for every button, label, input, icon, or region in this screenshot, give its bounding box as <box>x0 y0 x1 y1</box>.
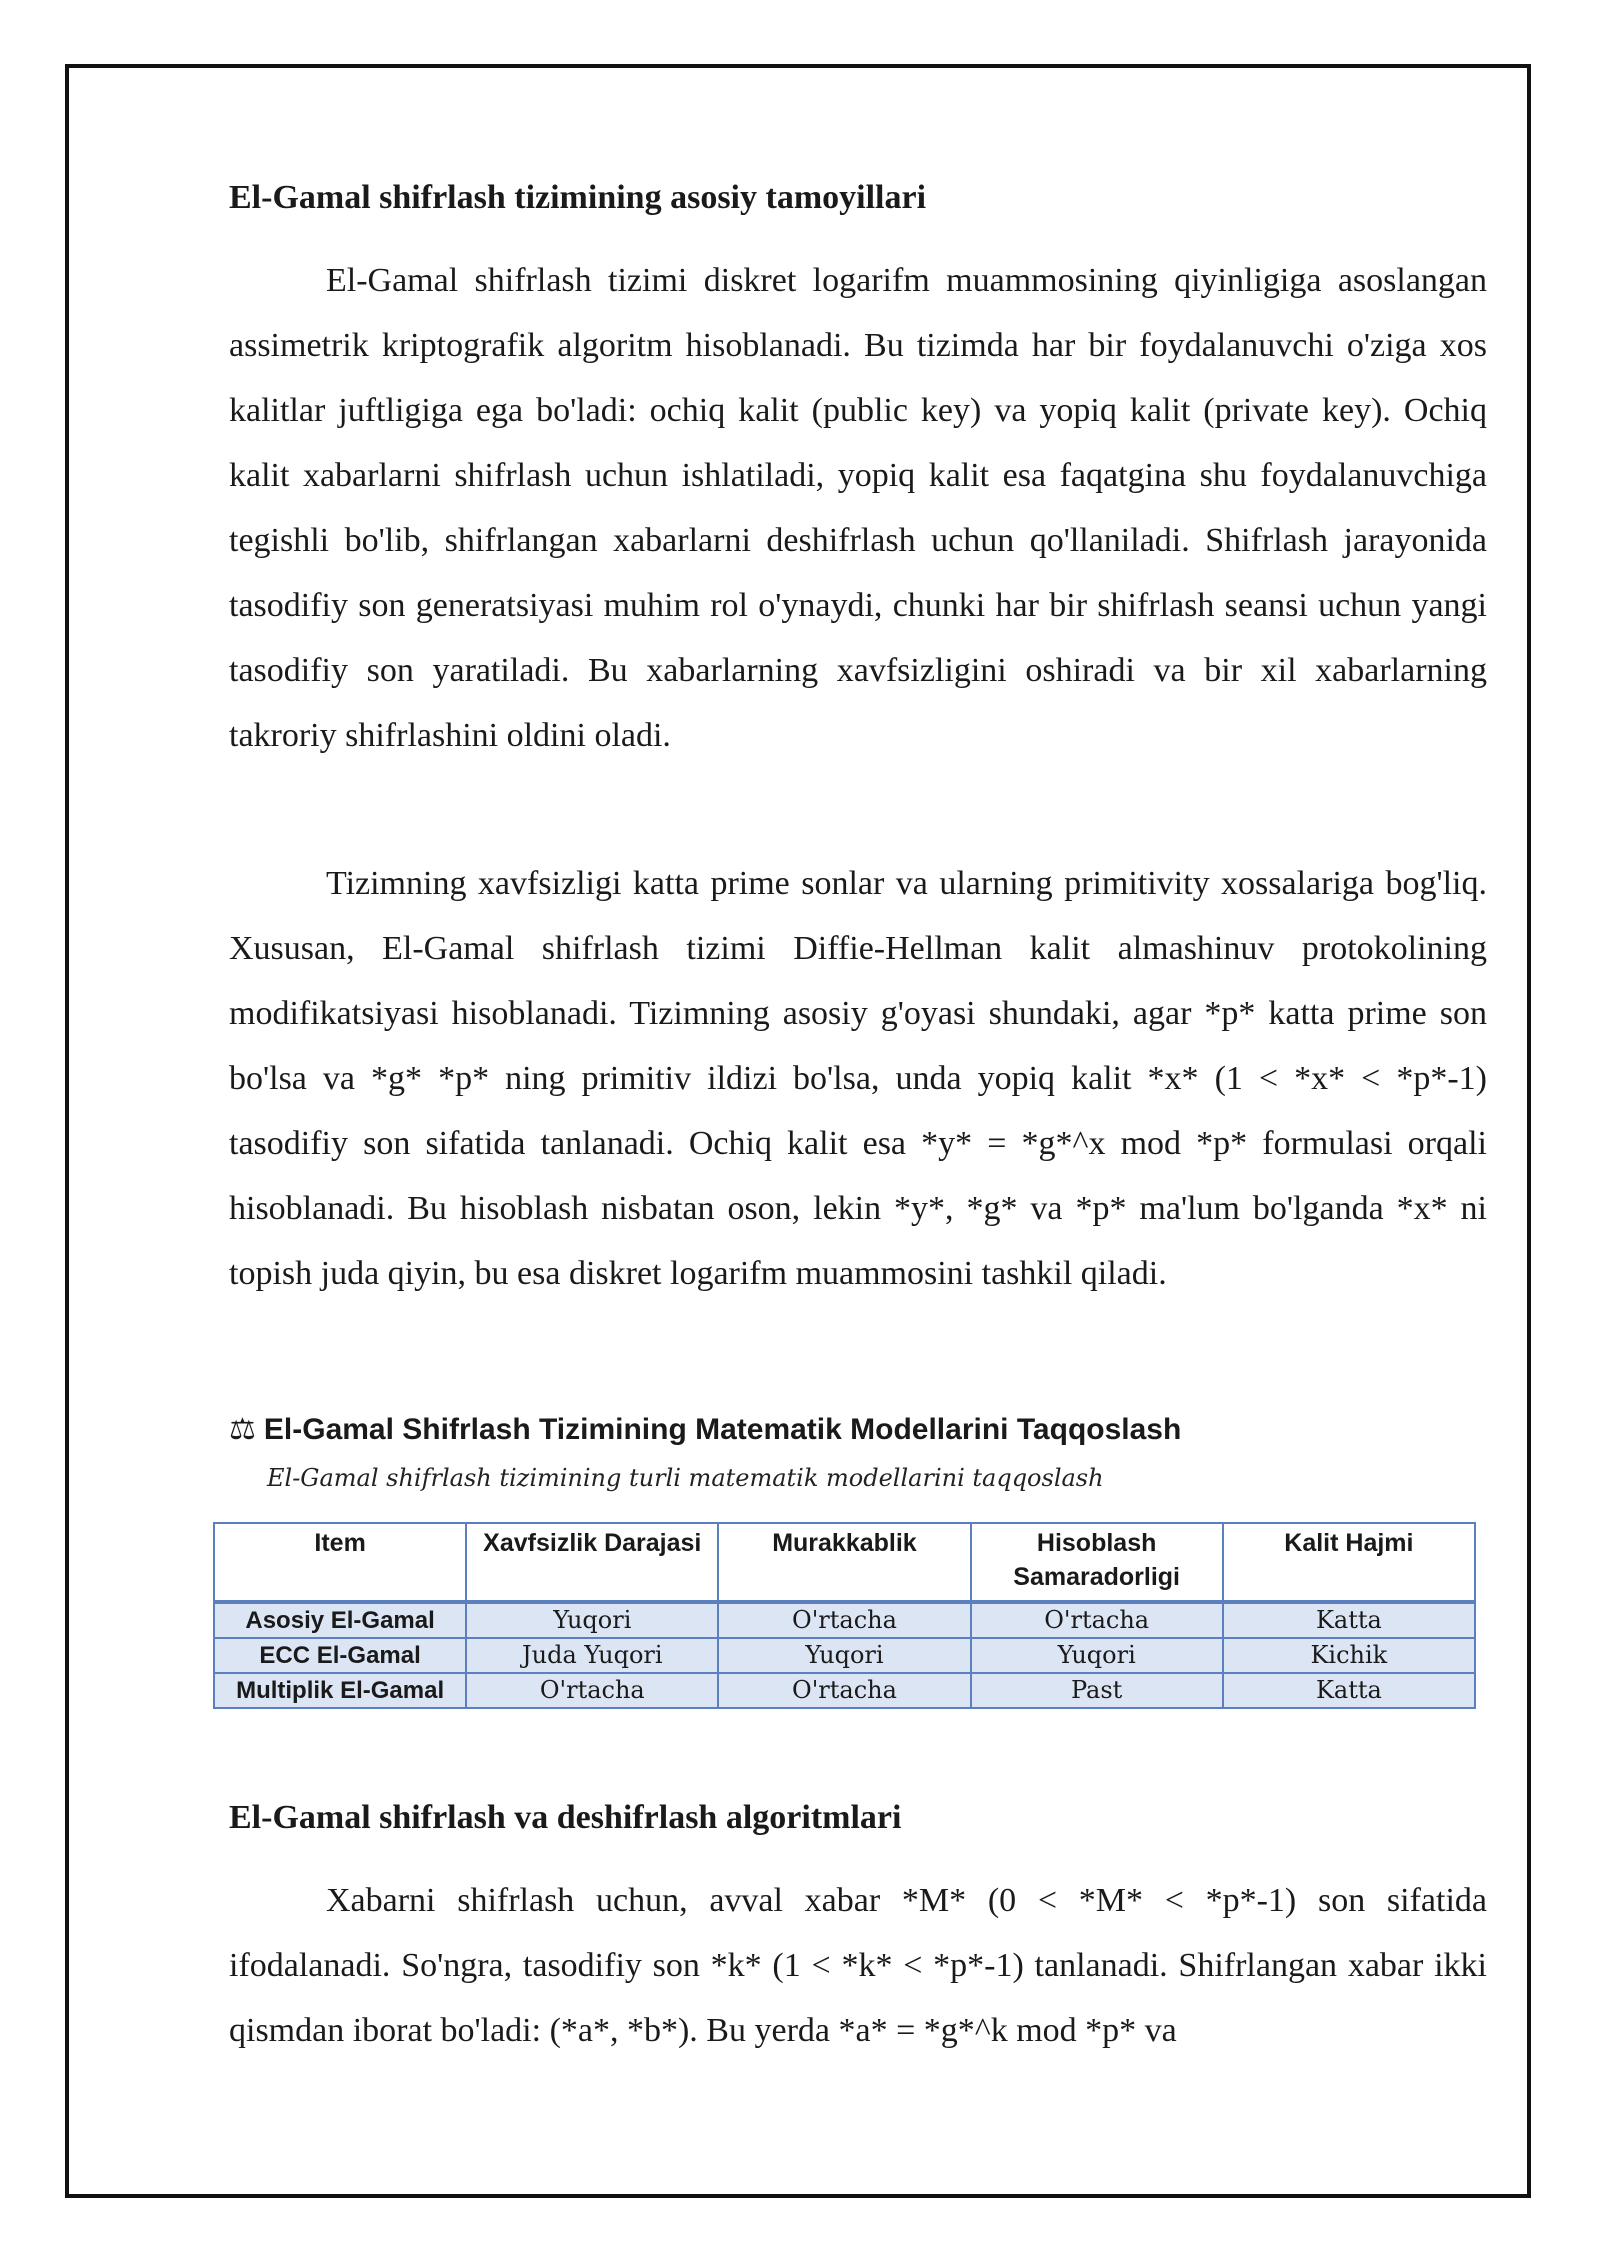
row-label: ECC El-Gamal <box>214 1638 466 1673</box>
table-row <box>214 1602 1475 1638</box>
section-heading: El-Gamal shifrlash va deshifrlash algoritmlari <box>229 1799 902 1836</box>
balance-scale-icon: ⚖ <box>229 1412 256 1447</box>
table-caption <box>229 1410 1487 1494</box>
table-cell: Juda Yuqori <box>466 1638 718 1673</box>
table-cell: Katta <box>1223 1673 1475 1708</box>
table-cell: O'rtacha <box>466 1673 718 1708</box>
table-cell: O'rtacha <box>718 1602 970 1638</box>
row-label: Multiplik El-Gamal <box>214 1673 466 1708</box>
section-heading: El-Gamal shifrlash tizimining asosiy tamoyillari <box>229 179 927 216</box>
paragraph: Xabarni shifrlash uchun, avval xabar *M* (0 < *M* < *p*-1) son sifatida ifodalanadi. So'ngra, tasodifiy son *k* (1 < *k* < *p*-1) tanlanadi. Shifrlangan xabar ikki qismdan iborat bo'ladi: (*a*, *b*). Bu yerda *a* = *g*^k mod *p* va <box>229 1882 1487 2049</box>
section-algorithms <box>229 1796 1487 1840</box>
section-principles-body-2 <box>229 851 1487 1306</box>
table-cell: O'rtacha <box>718 1673 970 1708</box>
table-cell: Yuqori <box>466 1602 718 1638</box>
table-cell: O'rtacha <box>971 1602 1223 1638</box>
table-cell: Past <box>971 1673 1223 1708</box>
table-cell: Kichik <box>1223 1638 1475 1673</box>
table-subtitle: El-Gamal shifrlash tizimining turli matematik modellarini taqqoslash <box>267 1464 1104 1492</box>
paragraph: El-Gamal shifrlash tizimi diskret logarifm muammosining qiyinligiga asoslangan assimetrik kriptografik algoritm hisoblanadi. Bu tizimda har bir foydalanuvchi o'ziga xos kalitlar juftligiga ega bo'ladi: ochiq kalit (public key) va yopiq kalit (private key). Ochiq kalit xabarlarni shifrlash uchun ishlatiladi, yopiq kalit esa faqatgina shu foydalanuvchiga tegishli bo'lib, shifrlangan xabarlarni deshifrlash uchun qo'llaniladi. Shifrlash jarayonida tasodifiy son generatsiyasi muhim rol o'ynaydi, chunki har bir shifrlash seansi uchun yangi tasodifiy son yaratiladi. Bu xabarlarning xavfsizligini oshiradi va bir xil xabarlarning takroriy shifrlashini oldini oladi. <box>229 262 1487 754</box>
column-header: Hisoblash Samaradorligi <box>971 1523 1223 1602</box>
table-cell: Katta <box>1223 1602 1475 1638</box>
table-title-text: El-Gamal Shifrlash Tizimining Matematik Modellarini Taqqoslash <box>263 1413 1182 1446</box>
column-header: Kalit Hajmi <box>1223 1523 1475 1602</box>
table-row <box>214 1638 1475 1673</box>
table-cell: Yuqori <box>718 1638 970 1673</box>
row-label: Asosiy El-Gamal <box>214 1602 466 1638</box>
table-title <box>229 1410 1487 1450</box>
table-row <box>214 1673 1475 1708</box>
table-cell: Yuqori <box>971 1638 1223 1673</box>
column-header: Item <box>214 1523 466 1602</box>
table-header-row <box>214 1523 1475 1602</box>
section-algorithms-body <box>229 1868 1487 2063</box>
section-principles-body <box>229 248 1487 768</box>
column-header: Murakkablik <box>718 1523 970 1602</box>
section-principles <box>229 176 1487 220</box>
paragraph: Tizimning xavfsizligi katta prime sonlar va ularning primitivity xossalariga bog'liq. Xususan, El-Gamal shifrlash tizimi Diffie-Hellman kalit almashinuv protokolining modifikatsiyasi hisoblanadi. Tizimning asosiy g'oyasi shundaki, agar *p* katta prime son bo'lsa va *g* *p* ning primitiv ildizi bo'lsa, unda yopiq kalit *x* (1 < *x* < *p*-1) tasodifiy son sifatida tanlanadi. Ochiq kalit esa *y* = *g*^x mod *p* formulasi orqali hisoblanadi. Bu hisoblash nisbatan oson, lekin *y*, *g* va *p* ma'lum bo'lganda *x* ni topish juda qiyin, bu esa diskret logarifm muammosini tashkil qiladi. <box>229 865 1487 1292</box>
comparison-table <box>213 1522 1476 1709</box>
column-header: Xavfsizlik Darajasi <box>466 1523 718 1602</box>
